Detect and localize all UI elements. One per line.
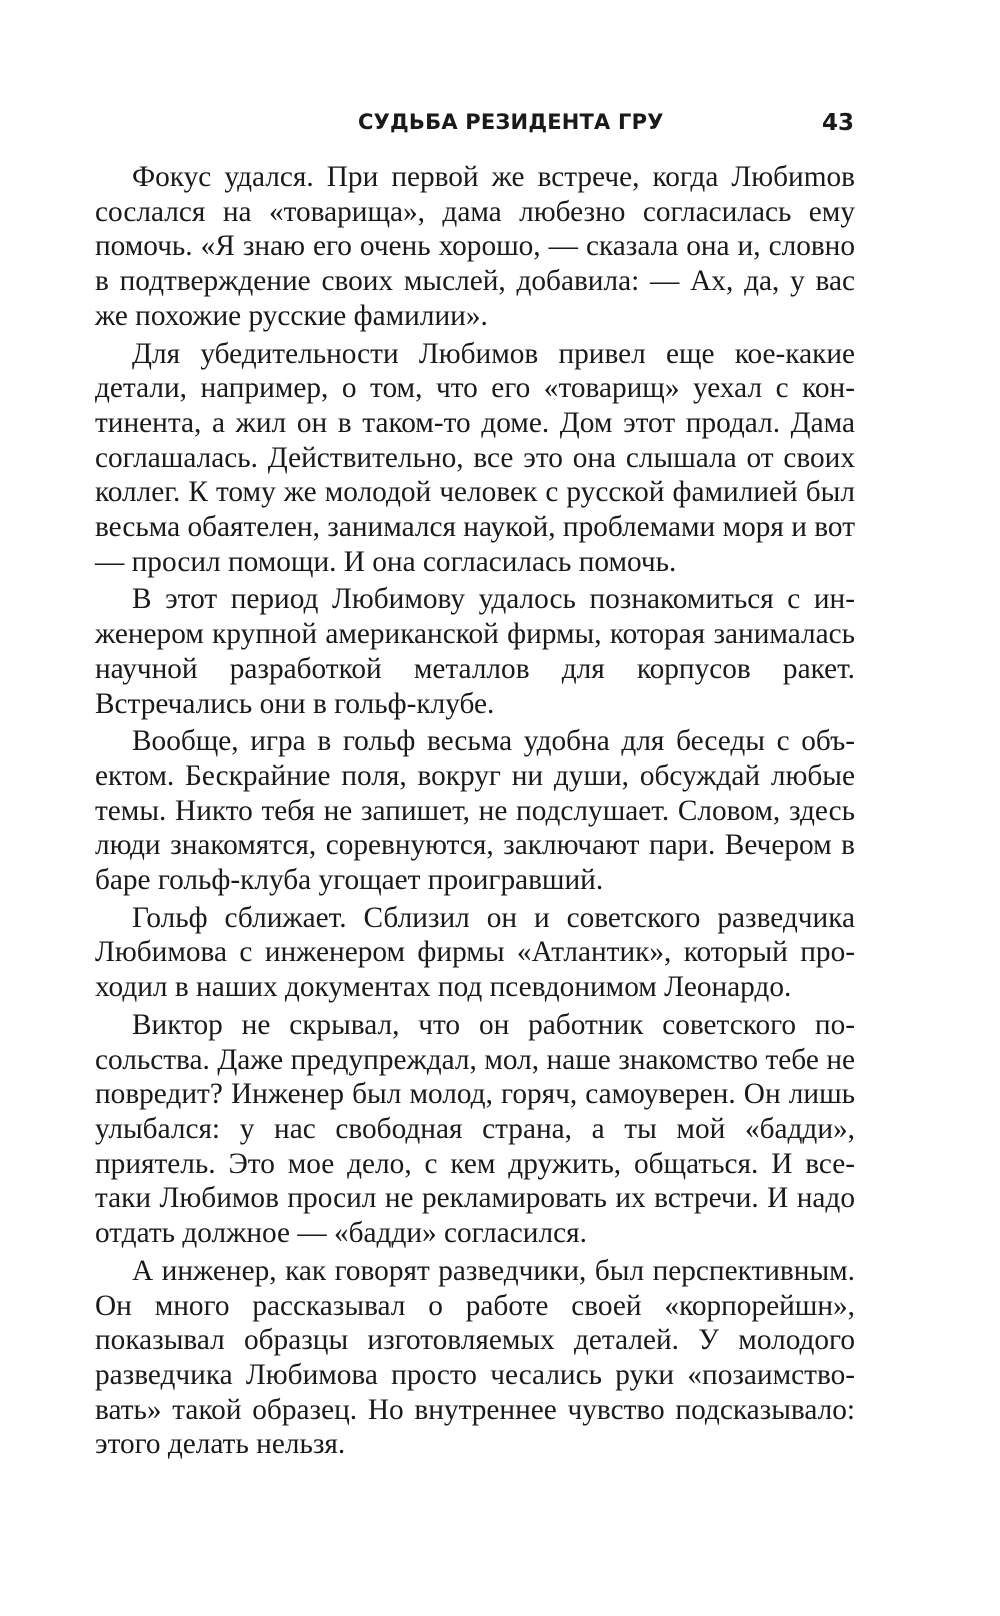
paragraph: А инженер, как говорят разведчики, был перспективным. Он много рассказывал о работе своей «корпорейшн», показывал образцы изготовляемых деталей. У молодого разведчика Любимова просто чесались руки «позаимствовать» такой образец. Но внутреннее чувство подсказывало: этого делать нельзя. (95, 1254, 855, 1461)
paragraph: Виктор не скрывал, что он работник советского посольства. Даже предупреждал, мол, наше знакомство тебе не повредит? Инженер был молод, горяч, самоуверен. Он лишь улыбался: у нас свободная страна, а ты мой «бадди», приятель. Это мое дело, с кем дружить, общаться. И все-таки Любимов просил не рекламировать их встречи. И надо отдать должное — «бадди» согласился. (95, 1008, 855, 1250)
paragraph: Вообще, игра в гольф весьма удобна для беседы с объектом. Бескрайние поля, вокруг ни души, обсуждай любые темы. Никто тебя не запишет, не подслушает. Словом, здесь люди знакомятся, соревнуются, заключают пари. Вечером в баре гольф-клуба угощает проигравший. (95, 725, 855, 897)
page-number: 43 (821, 110, 854, 136)
running-title: СУДЬБА РЕЗИДЕНТА ГРУ (358, 110, 664, 134)
paragraph: Гольф сближает. Сблизил он и советского разведчика Любимова с инженером фирмы «Атлантик», который проходил в наших документах под псевдонимом Леонардо. (95, 901, 855, 1004)
paragraph: В этот период Любимову удалось познакомиться с инженером крупной американской фирмы, которая занималась научной разработкой металлов для корпусов ракет. Встречались они в гольф-клубе. (95, 583, 855, 720)
paragraph: Фокус удался. При первой же встрече, когда Любиmов сослался на «товарища», дама любезно согласилась ему помочь. «Я знаю его очень хорошо, — сказала она и, словно в подтверждение своих мыслей, добавила: — Ах, да, у вас же похожие русские фамилии». (95, 161, 855, 332)
body-text (95, 160, 855, 1462)
paragraph: Для убедительности Любимов привел еще кое-какие детали, например, о том, что его «товарищ» уехал с континента, а жил он в таком-то доме. Дом этот продал. Дама соглашалась. Действительно, все это она слышала от своих коллег. К тому же молодой человек с русской фамилией был весьма обаятелен, занимался наукой, проблемами моря и вот — просил помощи. И она согласилась помочь. (95, 337, 855, 578)
